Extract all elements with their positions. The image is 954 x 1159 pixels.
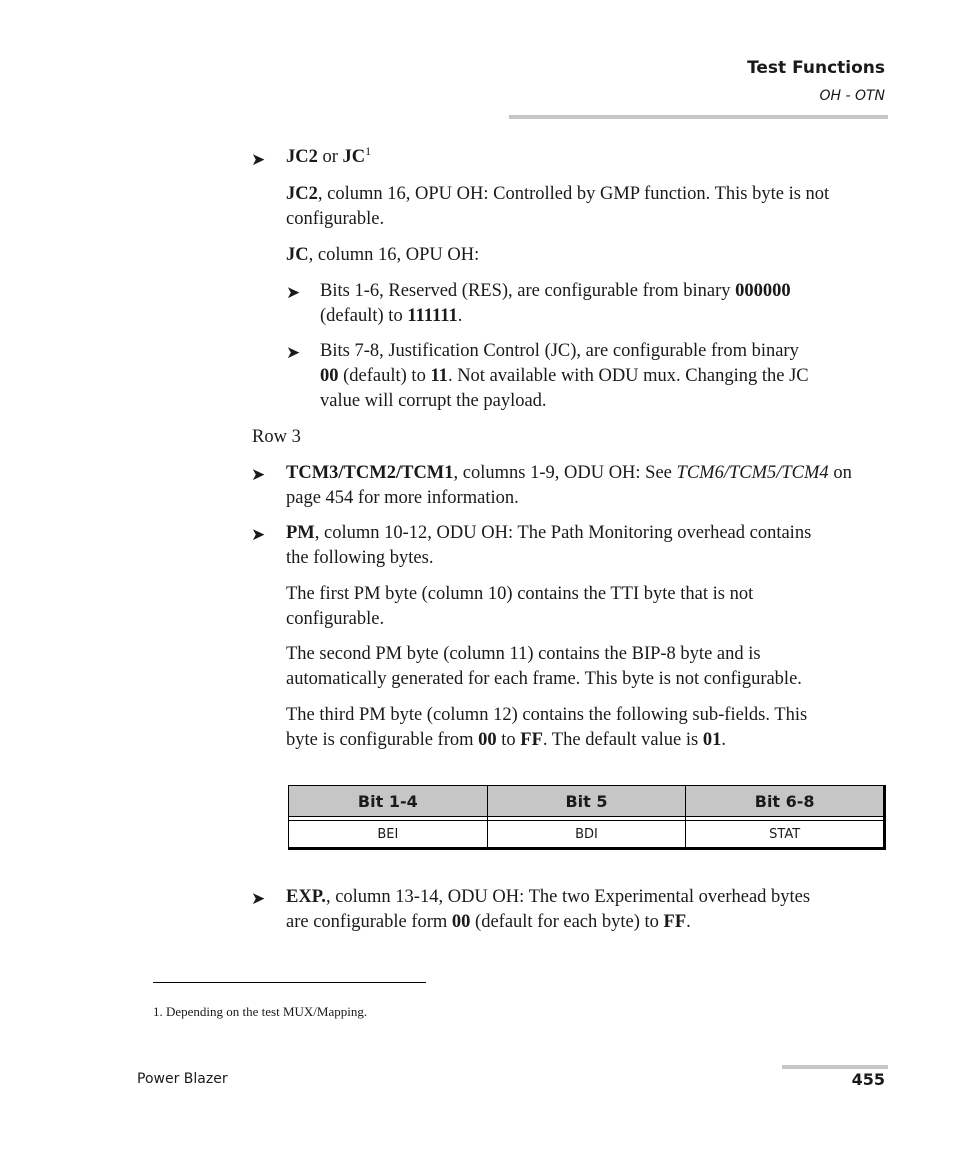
table-header-cell: Bit 6-8 — [686, 786, 885, 817]
header-subtitle: OH - OTN — [819, 88, 885, 104]
bullet-arrow-icon: ➤ — [251, 889, 266, 908]
bullet-arrow-icon: ➤ — [251, 150, 266, 169]
bullet-arrow-icon: ➤ — [251, 525, 266, 544]
page-number: 455 — [851, 1070, 885, 1089]
jc2-description: JC2, column 16, OPU OH: Controlled by GMP function. This byte is not configurable. — [286, 184, 830, 229]
table-cell: BEI — [289, 821, 488, 849]
header-title: Test Functions — [747, 58, 885, 78]
header-rule — [509, 115, 888, 119]
pm-second-byte: The second PM byte (column 11) contains the BIP-8 byte and is automatically generated for each frame. This byte is not configurable. — [286, 644, 802, 689]
bits-1-6-text: Bits 1-6, Reserved (RES), are configurable from binary 000000 (default) to 111111. — [320, 281, 791, 326]
table-row — [289, 821, 885, 849]
footnote-text: 1. Depending on the test MUX/Mapping. — [153, 1004, 368, 1019]
row-3-label: Row 3 — [252, 427, 301, 447]
footer-product-name: Power Blazer — [137, 1071, 228, 1087]
pm-subfields-table — [288, 785, 886, 850]
bits-7-8-text: Bits 7-8, Justification Control (JC), are configurable from binary 00 (default) to 11. Not available with ODU mux. Changing the JC value will corrupt the payload. — [320, 341, 809, 411]
table-header-cell: Bit 5 — [487, 786, 686, 817]
pm-third-byte: The third PM byte (column 12) contains the following sub-fields. This byte is configurable from 00 to FF. The default value is 01. — [286, 705, 808, 750]
pm-first-byte: The first PM byte (column 10) contains the TTI byte that is not configurable. — [286, 584, 754, 629]
bullet-arrow-icon: ➤ — [286, 343, 301, 362]
pm-text: PM, column 10-12, ODU OH: The Path Monitoring overhead contains the following bytes. — [286, 523, 812, 568]
table-cell: BDI — [487, 821, 686, 849]
bullet-arrow-icon: ➤ — [251, 465, 266, 484]
table-header-cell: Bit 1-4 — [289, 786, 488, 817]
footnote-rule — [153, 982, 426, 983]
footer-rule — [782, 1065, 888, 1069]
table-header-row — [289, 786, 885, 817]
tcm-text: TCM3/TCM2/TCM1, columns 1-9, ODU OH: See TCM6/TCM5/TCM4 on page 454 for more information. — [286, 463, 852, 508]
table-cell: STAT — [686, 821, 885, 849]
exp-text: EXP., column 13-14, ODU OH: The two Experimental overhead bytes are configurable form 00 (default for each byte) to FF. — [286, 887, 811, 932]
jc-description: JC, column 16, OPU OH: — [286, 245, 480, 265]
footnote-ref: 1 — [365, 144, 372, 158]
jc-heading: JC2 or $JC^1$ — [286, 144, 372, 167]
bullet-arrow-icon: ➤ — [286, 283, 301, 302]
tcm-link[interactable]: TCM6/TCM5/TCM4 — [676, 463, 829, 483]
